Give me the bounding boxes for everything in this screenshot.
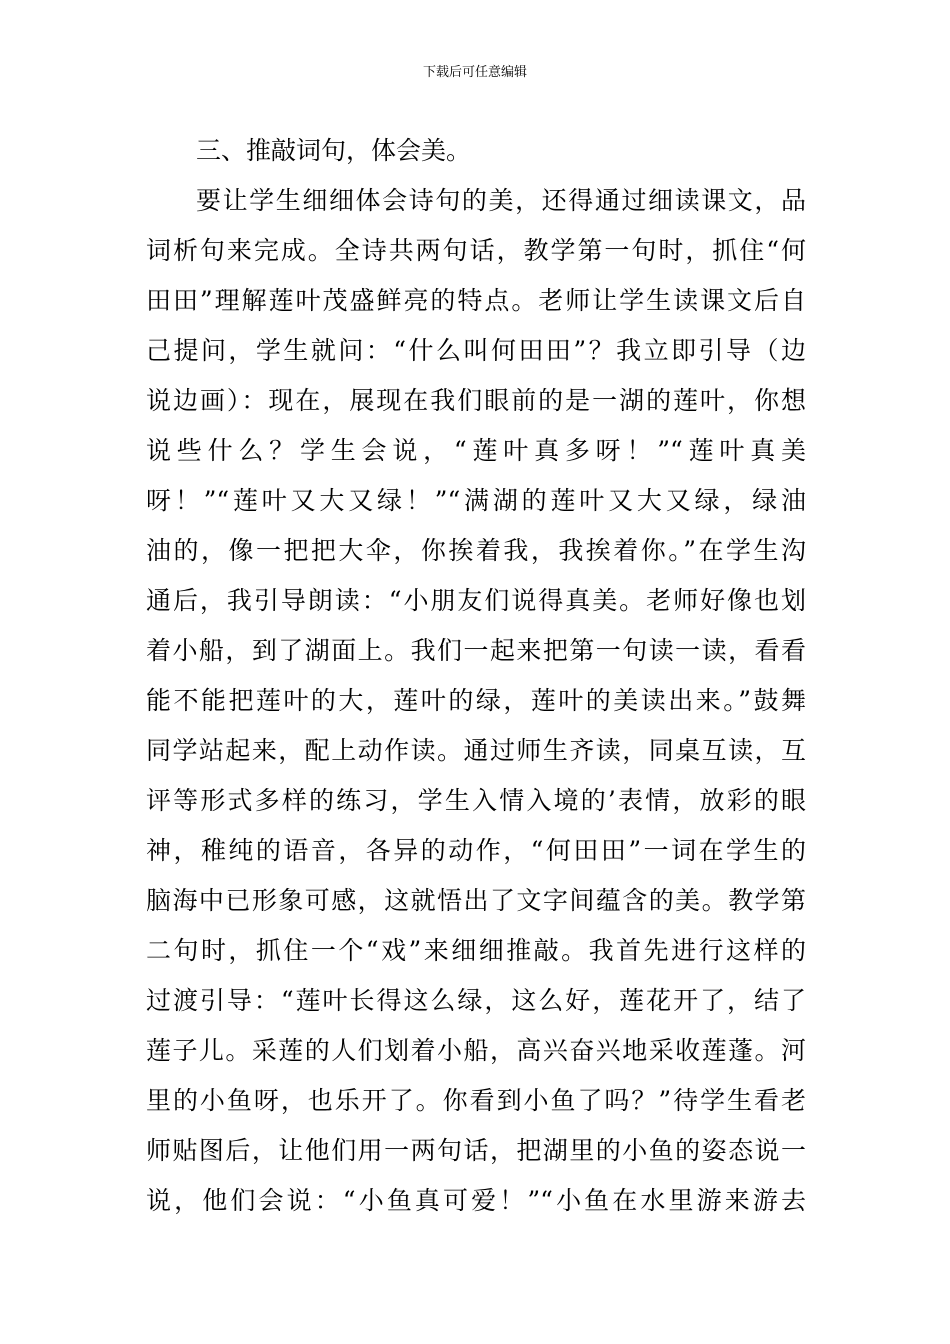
text-line: 说，他们会说：“小鱼真可爱！”“小鱼在水里游来游去 [146,1186,806,1215]
header-note: 下载后可任意编辑 [422,65,527,80]
text-line: 田田”理解莲叶茂盛鲜亮的特点。老师让学生读课文后自 [146,286,806,315]
text-line: 莲子儿。采莲的人们划着小船，高兴奋兴地采收莲蓬。河 [146,1036,806,1065]
text-line: 呀！”“莲叶又大又绿！”“满湖的莲叶又大又绿，绿油 [146,486,806,515]
text-line: 过渡引导：“莲叶长得这么绿，这么好，莲花开了，结了 [146,986,806,1015]
text-line: 通后，我引导朗读：“小朋友们说得真美。老师好像也划 [146,586,806,615]
text-line: 里的小鱼呀，也乐开了。你看到小鱼了吗？”待学生看老 [146,1086,806,1115]
text-line: 要让学生细细体会诗句的美，还得通过细读课文，品 [196,186,806,215]
text-line: 词析句来完成。全诗共两句话，教学第一句时，抓住“何 [146,236,806,265]
text-line: 评等形式多样的练习，学生入情入境的’表情，放彩的眼 [146,786,806,815]
text-line: 同学站起来，配上动作读。通过师生齐读，同桌互读，互 [146,736,806,765]
text-line: 能不能把莲叶的大，莲叶的绿，莲叶的美读出来。”鼓舞 [146,686,806,715]
text-line: 二句时，抓住一个“戏”来细细推敲。我首先进行这样的 [146,936,806,965]
text-line: 油的，像一把把大伞，你挨着我，我挨着你。”在学生沟 [146,536,806,565]
text-line: 师贴图后，让他们用一两句话，把湖里的小鱼的姿态说一 [146,1136,806,1165]
text-line: 说些什么？学生会说，“莲叶真多呀！”“莲叶真美 [146,436,806,465]
text-line: 说边画）：现在，展现在我们眼前的是一湖的莲叶，你想 [146,386,806,415]
body-text [146,126,806,1226]
text-line: 脑海中已形象可感，这就悟出了文字间蕴含的美。教学第 [146,886,806,915]
text-line: 神，稚纯的语音，各异的动作，“何田田”一词在学生的 [146,836,806,865]
text-line: 己提问，学生就问：“什么叫何田田”？我立即引导（边 [146,336,806,365]
text-line: 着小船，到了湖面上。我们一起来把第一句读一读，看看 [146,636,806,665]
section-heading: 三、推敲词句，体会美。 [196,136,472,165]
